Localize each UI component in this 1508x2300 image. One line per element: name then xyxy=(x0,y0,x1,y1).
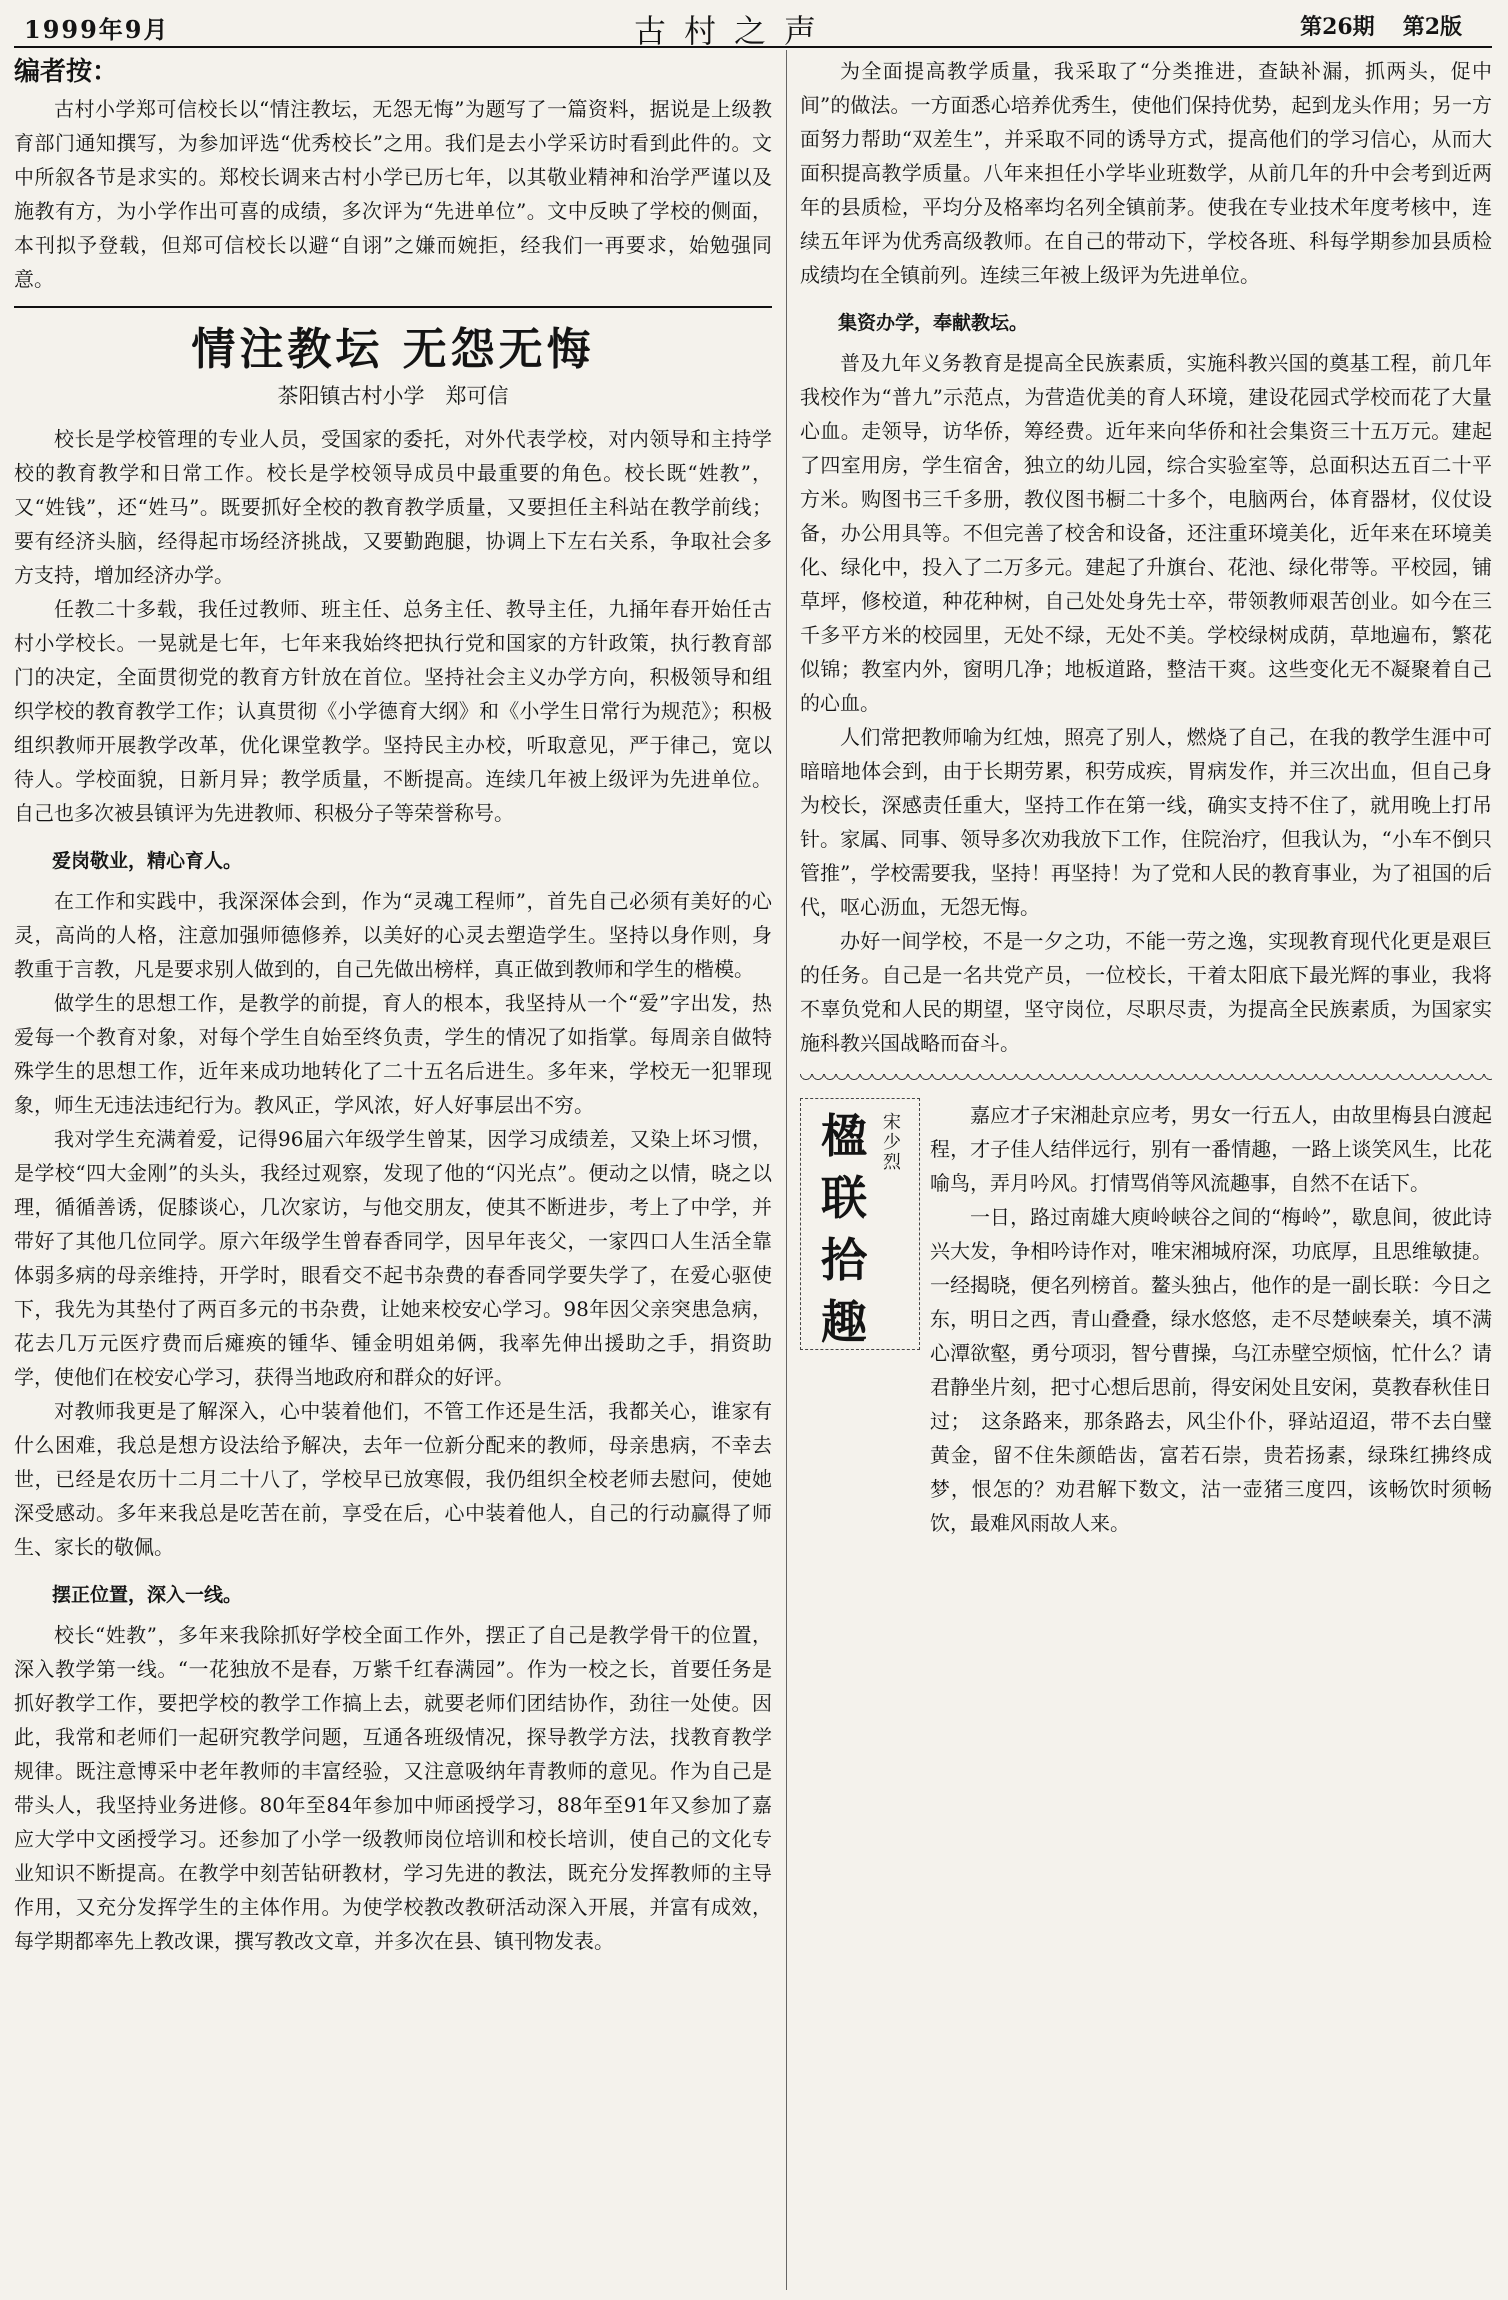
article-paragraph: 为全面提高教学质量，我采取了“分类推进，查缺补漏，抓两头，促中间”的做法。一方面悉心培养优秀生，使他们保持优势，起到龙头作用；另一方面努力帮助“双差生”，并采取不同的诱导方式，提高他们的学习信心，从而大面积提高教学质量。八年来担任小学毕业班数学，从前几年的升中会考到近两年的县质检，平均分及格率均名列全镇前茅。使我在专业技术年度考核中，连续五年评为优秀高级教师。在自己的带动下，学校各班、科每学期参加县质检成绩均在全镇前列。连续三年被上级评为先进单位。 xyxy=(800,59,1492,287)
article-paragraph: 校长“姓教”，多年来我除抓好学校全面工作外，摆正了自己是教学骨干的位置，深入教学第一线。“一花独放不是春，万紫千红春满园”。作为一校之长，首要任务是抓好教学工作，要把学校的教学工作搞上去，就要老师们团结协作，劲往一处使。因此，我常和老师们一起研究教学问题，互通各班级情况，探导教学方法，找教育教学规律。既注意博采中老年教师的丰富经验，又注意吸纳年青教师的意见。作为自己是带头人，我坚持业务进修。80年至84年参加中师函授学习，88年至91年又参加了嘉应大学中文函授学习。还参加了小学一级教师岗位培训和校长培训，使自己的文化专业知识不断提高。在教学中刻苦钻研教材，学习先进的教法，既充分发挥教师的主导作用，又充分发挥学生的主体作用。为使学校教改教研活动深入开展，并富有成效，每学期都率先上教改课，撰写教改文章，并多次在县、镇刊物发表。 xyxy=(14,1623,772,1953)
right-column xyxy=(800,54,1492,1540)
section-heading: 集资办学，奉献教坛。 xyxy=(838,312,1029,334)
article-paragraph: 我对学生充满着爱，记得96届六年级学生曾某，因学习成绩差，又染上坏习惯，是学校“四大金刚”的头头，我经过观察，发现了他的“闪光点”。便动之以情，晓之以理，循循善诱，促膝谈心，几次家访，与他交朋友，使其不断进步，考上了中学，并带好了其他几位同学。原六年级学生曾春香同学，因早年丧父，一家四口人生活全靠体弱多病的母亲维持，开学时，眼看交不起书杂费的春香同学要失学了，在爱心驱使下，我先为其垫付了两百多元的书杂费，让她来校安心学习。98年因父亲突患急病，花去几万元医疗费而后瘫痪的锺华、锺金明姐弟俩，我率先伸出援助之手，捐资助学，使他们在校安心学习，获得当地政府和群众的好评。 xyxy=(14,1127,772,1389)
issue-number: 第26期 xyxy=(1300,14,1375,40)
article-paragraph: 校长是学校管理的专业人员，受国家的委托，对外代表学校，对内领导和主持学校的教育教学和日常工作。校长是学校领导成员中最重要的角色。校长既“姓教”，又“姓钱”，还“姓马”。既要抓好全校的教育教学质量，又要担任主科站在教学前线；要有经济头脑，经得起市场经济挑战，又要勤跑腿，协调上下左右关系，争取社会多方支持，增加经济办学。 xyxy=(14,427,772,587)
wavy-divider xyxy=(800,1074,1492,1088)
sidebar-author: 宋少烈 xyxy=(883,1112,901,1173)
sidebar-title-char: 趣 xyxy=(821,1295,867,1349)
page-number: 第2版 xyxy=(1402,14,1462,40)
issue-date: 1999年9月 xyxy=(24,15,170,44)
sidebar-box xyxy=(800,1098,1492,1540)
editor-note-rule xyxy=(14,306,772,308)
section-heading: 爱岗敬业，精心育人。 xyxy=(52,850,243,872)
sidebar-title-box xyxy=(800,1098,920,1350)
sidebar-text xyxy=(930,1098,1492,1540)
article-paragraph: 在工作和实践中，我深深体会到，作为“灵魂工程师”，首先自己必须有美好的心灵，高尚的人格，注意加强师德修养，以美好的心灵去塑造学生。坚持以身作则，身教重于言教，凡是要求别人做到的，自己先做出榜样，真正做到教师和学生的楷模。 xyxy=(14,889,772,981)
article-paragraph: 对教师我更是了解深入，心中装着他们，不管工作还是生活，我都关心，谁家有什么困难，我总是想方设法给予解决，去年一位新分配来的教师，母亲患病，不幸去世，已经是农历十二月二十八了，学校早已放寒假，我仍组织全校老师去慰问，使她深受感动。多年来我总是吃苦在前，享受在后，心中装着他人，自己的行动赢得了师生、家长的敬佩。 xyxy=(14,1399,772,1559)
article-paragraph: 人们常把教师喻为红烛，照亮了别人，燃烧了自己，在我的教学生涯中可暗暗地体会到，由于长期劳累，积劳成疾，胃病发作，并三次出血，但自己身为校长，深感责任重大，坚持工作在第一线，确实支持不住了，就用晚上打吊针。家属、同事、领导多次劝我放下工作，住院治疗，但我认为，“小车不倒只管推”，学校需要我，坚持！再坚持！为了党和人民的教育事业，为了祖国的后代，呕心沥血，无怨无悔。 xyxy=(800,725,1492,919)
sidebar-paragraph: 嘉应才子宋湘赴京应考，男女一行五人，由故里梅县白渡起程，才子佳人结伴远行，别有一番情趣，一路上谈笑风生，比花喻鸟，弄月吟风。打情骂俏等风流趣事，自然不在话下。 xyxy=(930,1103,1492,1195)
sidebar-title xyxy=(821,1105,867,1353)
article-byline: 茶阳镇古村小学 郑可信 xyxy=(277,384,509,408)
left-column xyxy=(14,54,772,1958)
article-title: 情注教坛 无怨无悔 xyxy=(191,324,595,375)
article-paragraph: 普及九年义务教育是提高全民族素质，实施科教兴国的奠基工程，前几年我校作为“普九”示范点，为营造优美的育人环境，建设花园式学校而花了大量心血。走领导，访华侨，筹经费。近年来向华侨和社会集资三十五万元。建起了四室用房，学生宿舍，独立的幼儿园，综合实验室等，总面积达五百二十平方米。购图书三千多册，教仪图书橱二十多个，电脑两台，体育器材，仪仗设备，办公用具等。不但完善了校舍和设备，还注重环境美化，近年来在环境美化、绿化中，投入了二万多元。建起了升旗台、花池、绿化带等。平校园，铺草坪，修校道，种花种树，自己处处身先士卒，带领教师艰苦创业。如今在三千多平方米的校园里，无处不绿，无处不美。学校绿树成荫，草地遍布，繁花似锦；教室内外，窗明几净；地板道路，整洁干爽。这些变化无不凝聚着自己的心血。 xyxy=(800,351,1492,715)
issue-info xyxy=(1272,10,1462,41)
section-heading: 摆正位置，深入一线。 xyxy=(52,1584,243,1606)
masthead xyxy=(14,6,1492,50)
sidebar-title-char: 联 xyxy=(821,1171,867,1225)
sidebar-title-char: 拾 xyxy=(821,1233,867,1287)
article-paragraph: 办好一间学校，不是一夕之功，不能一劳之逸，实现教育现代化更是艰巨的任务。自己是一名共党产员，一位校长，干着太阳底下最光辉的事业，我将不辜负党和人民的期望，坚守岗位，尽职尽责，为提高全民族素质，为国家实施科教兴国战略而奋斗。 xyxy=(800,929,1492,1055)
sidebar-title-char: 楹 xyxy=(821,1109,867,1163)
newspaper-title: 古村之声 xyxy=(634,12,835,50)
editor-note-heading: 编者按： xyxy=(14,57,119,87)
article-paragraph: 任教二十多载，我任过教师、班主任、总务主任、教导主任，九捅年春开始任古村小学校长。一晃就是七年，七年来我始终把执行党和国家的方针政策，执行教育部门的决定，全面贯彻党的教育方针放在首位。坚持社会主义办学方向，积极领导和组织学校的教育教学工作；认真贯彻《小学德育大纲》和《小学生日常行为规范》；积极组织教师开展教学改革，优化课堂教学。坚持民主办校，听取意见，严于律己，宽以待人。学校面貌，日新月异；教学质量，不断提高。连续几年被上级评为先进单位。自己也多次被县镇评为先进教师、积极分子等荣誉称号。 xyxy=(14,597,772,825)
column-divider xyxy=(786,50,787,2290)
article-paragraph: 做学生的思想工作，是教学的前提，育人的根本，我坚持从一个“爱”字出发，热爱每一个教育对象，对每个学生自始至终负责，学生的情况了如指掌。每周亲自做特殊学生的思想工作，近年来成功地转化了二十五名后进生。多年来，学校无一犯罪现象，师生无违法违纪行为。教风正，学风浓，好人好事层出不穷。 xyxy=(14,991,772,1117)
masthead-rule xyxy=(14,46,1492,48)
sidebar-paragraph: 一日，路过南雄大庾岭峡谷之间的“梅岭”，歇息间，彼此诗兴大发，争相吟诗作对，唯宋湘城府深，功底厚，且思维敏捷。一经揭晓，便名列榜首。鳌头独占，他作的是一副长联：今日之东，明日之西，青山叠叠，绿水悠悠，走不尽楚峡秦关，填不满心潭欲壑，勇兮项羽，智兮曹操，乌江赤壁空烦恼，忙什么？请君静坐片刻，把寸心想后思前，得安闲处且安闲，莫教春秋佳日过； 这条路来，那条路去，风尘仆仆，驿站迢迢，带不去白璧黄金，留不住朱颜皓齿，富若石崇，贵若扬素，绿珠红拂终成梦，恨怎的？劝君解下数文，沽一壶猪三度四，该畅饮时须畅饮，最难风雨故人来。 xyxy=(930,1205,1492,1535)
editor-note-text: 古村小学郑可信校长以“情注教坛，无怨无悔”为题写了一篇资料，据说是上级教育部门通知撰写，为参加评选“优秀校长”之用。我们是去小学采访时看到此件的。文中所叙各节是求实的。郑校长调来古村小学已历七年，以其敬业精神和治学严谨以及施教有方，为小学作出可喜的成绩，多次评为“先进单位”。文中反映了学校的侧面，本刊拟予登载，但郑可信校长以避“自诩”之嫌而婉拒，经我们一再要求，始勉强同意。 xyxy=(14,97,772,291)
